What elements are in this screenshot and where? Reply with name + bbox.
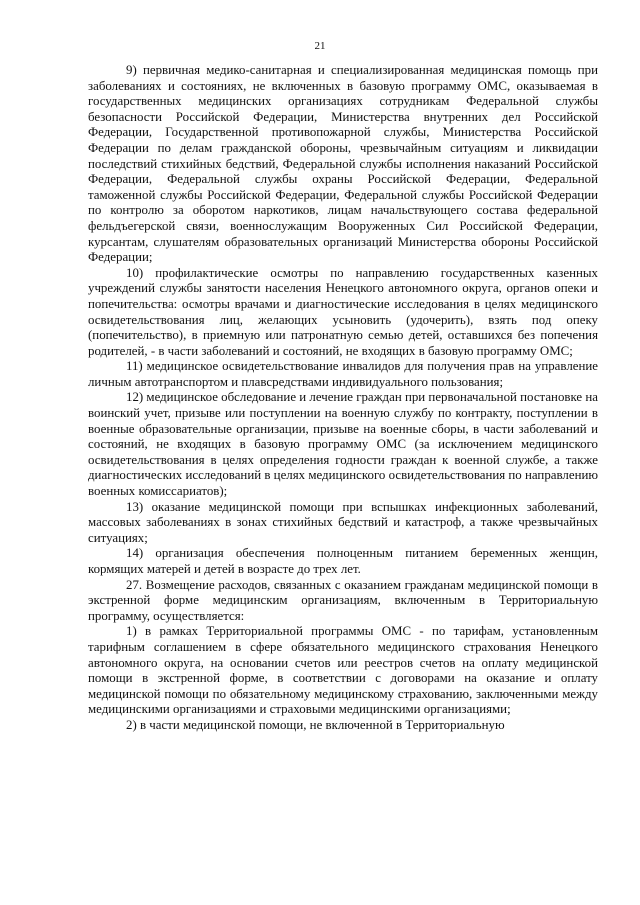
paragraph-clause-27: 27. Возмещение расходов, связанных с оказанием гражданам медицинской помощи в экстренной форме медицинским организациям, включенным в Территориальную программу, осуществляется: xyxy=(88,577,598,623)
paragraph-item-9: 9) первичная медико-санитарная и специализированная медицинская помощь при заболеваниях и состояниях, не включенных в базовую программу ОМС, оказываемая в государственных медицинских организациях сотрудникам Федеральной службы безопасности Российской Федерации, Министерства внутренних дел Российской Федерации, Государственной противопожарной службы, Министерства Российской Федерации по делам гражданской обороны, чрезвычайным ситуациям и ликвидации последствий стихийных бедствий, Федеральной службы исполнения наказаний Российской Федерации, Федеральной службы охраны Российской Федерации, Федеральной таможенной службы Российской Федерации, Федеральной службы Российской Федерации по контролю за оборотом наркотиков, лицам начальствующего состава федеральной фельдъегерской связи, военнослужащим Вооруженных Сил Российской Федерации, курсантам, слушателям образовательных организаций Министерства обороны Российской Федерации; xyxy=(88,63,598,265)
paragraph-subitem-2: 2) в части медицинской помощи, не включенной в Территориальную xyxy=(126,717,505,732)
paragraph-item-14: 14) организация обеспечения полноценным питанием беременных женщин, кормящих матерей и детей в возрасте до трех лет. xyxy=(88,546,598,576)
paragraph-item-10: 10) профилактические осмотры по направлению государственных казенных учреждений службы занятости населения Ненецкого автономного округа, органов опеки и попечительства: осмотры врачами и диагностические исследования в целях медицинского освидетельствования лиц, желающих усыновить (удочерить), взять под опеку (попечительство), в приемную или патронатную семью детей, оставшихся без попечения родителей, - в части заболеваний и состояний, не входящих в базовую программу ОМС; xyxy=(88,265,598,358)
page-number: 21 xyxy=(314,40,326,52)
paragraph-item-12: 12) медицинское обследование и лечение граждан при первоначальной постановке на воинский учет, призыве или поступлении на военную службу по контракту, поступлении в военные образовательные организации, призыве на военные сборы, в части заболеваний и состояний, не входящих в базовую программу ОМС (за исключением медицинского освидетельствования в целях определения годности граждан к военной службе, а также диагностических исследований в целях медицинского освидетельствования по направлению военных комиссариатов); xyxy=(88,390,598,499)
paragraph-item-11: 11) медицинское освидетельствование инвалидов для получения прав на управление личным автотранспортом и плавсредствами индивидуального пользования; xyxy=(88,359,598,389)
paragraph-item-13: 13) оказание медицинской помощи при вспышках инфекционных заболеваний, массовых заболеваниях в зонах стихийных бедствий и катастроф, а также чрезвычайных ситуациях; xyxy=(88,499,598,545)
document-body xyxy=(88,63,598,734)
paragraph-subitem-1: 1) в рамках Территориальной программы ОМС - по тарифам, установленным тарифным соглашением в сфере обязательного медицинского страхования Ненецкого автономного округа, на основании счетов или реестров счетов на оплату медицинской помощи в экстренной форме, в соответствии с договорами на оказание и оплату медицинской помощи по обязательному медицинскому страхованию, заключенными между медицинскими организациями и страховыми медицинскими организациями; xyxy=(88,624,598,717)
